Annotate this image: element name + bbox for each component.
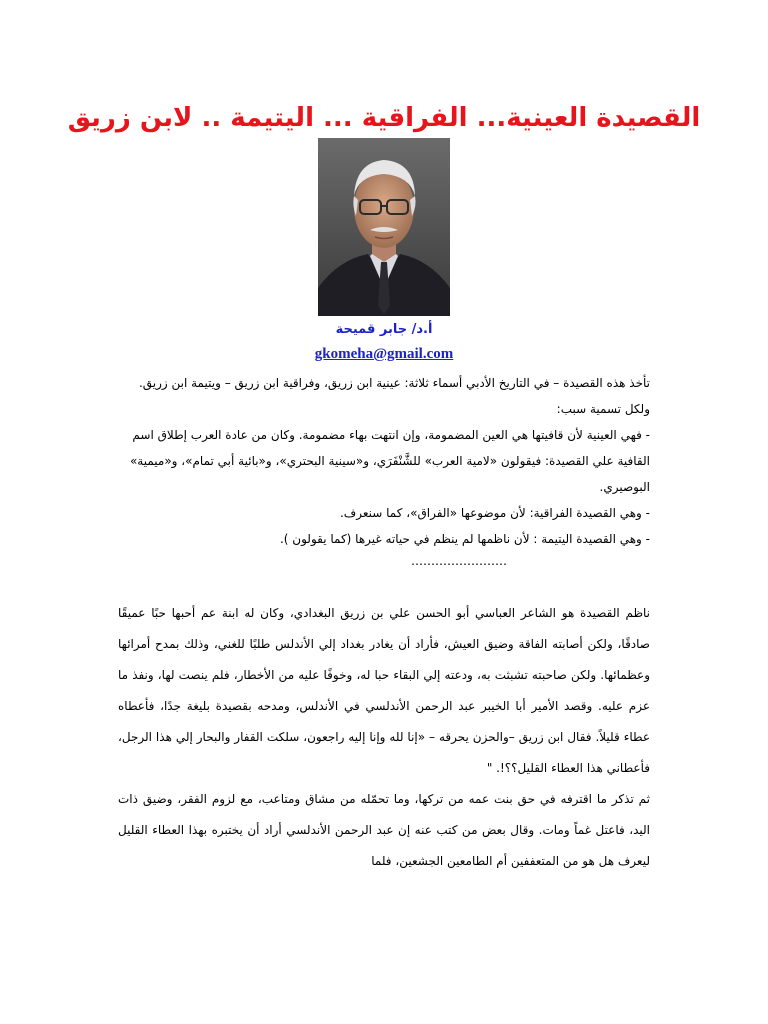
story-paragraph: ناظم القصيدة هو الشاعر العباسي أبو الحسن علي بن زريق البغدادي، وكان له ابنة عم أحبها حبًا عميقًا صادقًا، ولكن أصابته الفاقة وضيق العيش، فأراد أن يغادر بغداد إلي الأندلس طلبًا للغني، وذلك بمدح أمرائها وعظمائها. ولكن صاحبته تشبثت به، ودعته إلي البقاء حبا له، وخوفًا عليه من الأخطار، فلم ينصت لها، ونفذ ما عزم عليه. وقصد الأمير أبا الخيبر عبد الرحمن الأندلسي في الأندلس، ومدحه بقصيدة بليغة جدًا، فأعطاه عطاء قليلاً. فقال ابن زريق –والحزن يحرقه – «إنا لله وإنا إليه راجعون، سلكت القفار والبحار إلي هذا الرجل، فأعطاني هذا العطاء القليل؟؟!. " [118, 606, 650, 775]
intro-paragraph: - وهي القصيدة اليتيمة : لأن ناظمها لم ينظم في حياته غيرها (كما يقولون ). [279, 532, 650, 546]
author-email-link[interactable]: gkomeha@gmail.com [314, 346, 454, 362]
intro-paragraph: - فهي العينية لأن قافيتها هي العين المضمومة، وإن انتهت بهاء مضمومة. وكان من عادة العرب إطلاق اسم القافية علي القصيدة: فيقولون «لامية العرب» للشَّنْفَرَي، و«سينية البحتري»، و«بائية أبي تمام»، و«ميمية» البوصيري. [129, 428, 650, 494]
intro-paragraph: تأخذ هذه القصيدة – في التاريخ الأدبي أسماء ثلاثة: عينية ابن زريق، وفراقية ابن زريق – ويتيمة ابن زريق. ولكل تسمية سبب: [138, 376, 650, 416]
story-paragraph: ثم تذكر ما اقترفه في حق بنت عمه من تركها، وما تحمّله من مشاق ومتاعب، مع لزوم الفقر، وضيق ذات اليد، فاعتل غماً ومات. وقال بعض من كتب عنه إن عبد الرحمن الأندلسي أراد أن يختبره بهذا العطاء القليل ليعرف هل هو من المتعففين أم الطامعين الجشعين، فلما [118, 792, 650, 868]
story-section [118, 598, 650, 877]
section-separator: …………………… [411, 554, 507, 568]
author-photo [318, 138, 450, 316]
intro-section [118, 370, 650, 570]
page-title: القصيدة العينية... الفراقية ... اليتيمة .. لابن زريق [67, 103, 701, 133]
author-portrait-image [318, 138, 450, 316]
intro-paragraph: - وهي القصيدة الفراقية: لأن موضوعها «الفراق»، كما سنعرف. [339, 506, 650, 520]
author-name: أ.د/ جابر قميحة [335, 322, 433, 337]
